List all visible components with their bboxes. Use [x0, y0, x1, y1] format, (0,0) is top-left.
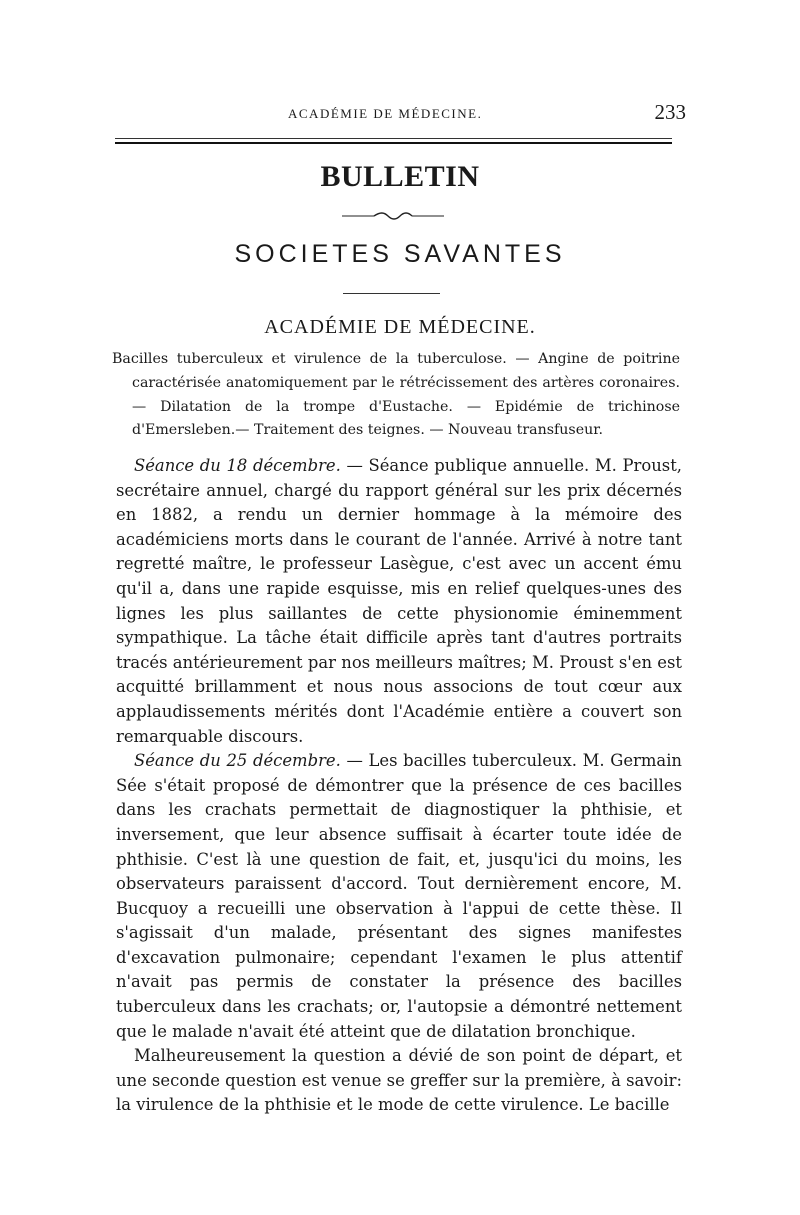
- section-title: SOCIETES SAVANTES: [234, 240, 566, 268]
- header-double-rule: [115, 138, 672, 144]
- paragraph-virulence: [116, 1044, 682, 1118]
- page-number: 233: [654, 100, 686, 124]
- paragraph-text: — Les bacilles tuberculeux. M. Germain Sée s'était proposé de démontrer que la présence de ces bacilles dans les crachats permettait de diagnostiquer la phthisie, et inversement, que leur absence suffisait à écarter toute idée de phthisie. C'est là une question de fait, et, jusqu'ici du moins, les observateurs paraissent d'accord. Tout dernièrement encore, M. Bucquoy a recueilli une observation à l'appui de cette thèse. Il s'agissait d'un malade, présentant des signes manifestes d'excavation pulmonaire; cependant l'examen le plus attentif n'avait pas permis de constater la présence des bacilles tuberculeux dans les crachats; or, l'autopsie a démontré nettement que le malade n'avait été atteint que de dilatation bronchique.: [116, 751, 682, 1041]
- paragraph-seance-25: [116, 749, 682, 1044]
- paragraph-text: Malheureusement la question a dévié de son point de départ, et une seconde question est venue se greffer sur la première, à savoir: la virulence de la phthisie et le mode de cette virulence. Le bacille: [116, 1046, 682, 1115]
- running-head: [118, 100, 686, 130]
- bulletin-title: BULLETIN: [320, 160, 480, 193]
- short-divider: [343, 293, 440, 294]
- paragraph-lead: Séance du 18 décembre.: [134, 456, 341, 475]
- paragraph-text: — Séance publique annuelle. M. Proust, secrétaire annuel, chargé du rapport général sur les prix décernés en 1882, a rendu un dernier hommage à la mémoire des académiciens morts dans le courant de l'année. Arrivé à notre tant regretté maître, le professeur Lasègue, c'est avec un accent ému qu'il a, dans une rapide esquisse, mis en relief quelques-unes des lignes les plus saillantes de cette physionomie éminemment sympathique. La tâche était difficile après tant d'autres portraits tracés antérieurement par nos meilleurs maîtres; M. Proust s'en est acquitté brillamment et nous nous associons de tout cœur aux applaudissements mérités dont l'Académie entière a couvert son remarquable discours.: [116, 456, 682, 746]
- session-summary: [112, 348, 680, 443]
- paragraph-seance-18: [116, 454, 682, 749]
- summary-text: Bacilles tuberculeux et virulence de la tuberculose. — Angine de poitrine caractérisée anatomiquement par le rétrécissement des artères coronaires. — Dilatation de la trompe d'Eustache. — Epidémie de trichinose d'Emersleben.— Traitement des teignes. — Nouveau transfuseur.: [112, 351, 680, 439]
- ornament-flourish: [374, 213, 412, 219]
- running-head-title: ACADÉMIE DE MÉDECINE.: [288, 106, 483, 121]
- society-title: ACADÉMIE DE MÉDECINE.: [264, 316, 536, 338]
- article-body: [116, 454, 682, 1118]
- paragraph-lead: Séance du 25 décembre.: [134, 751, 341, 771]
- ornamental-divider: [342, 211, 444, 221]
